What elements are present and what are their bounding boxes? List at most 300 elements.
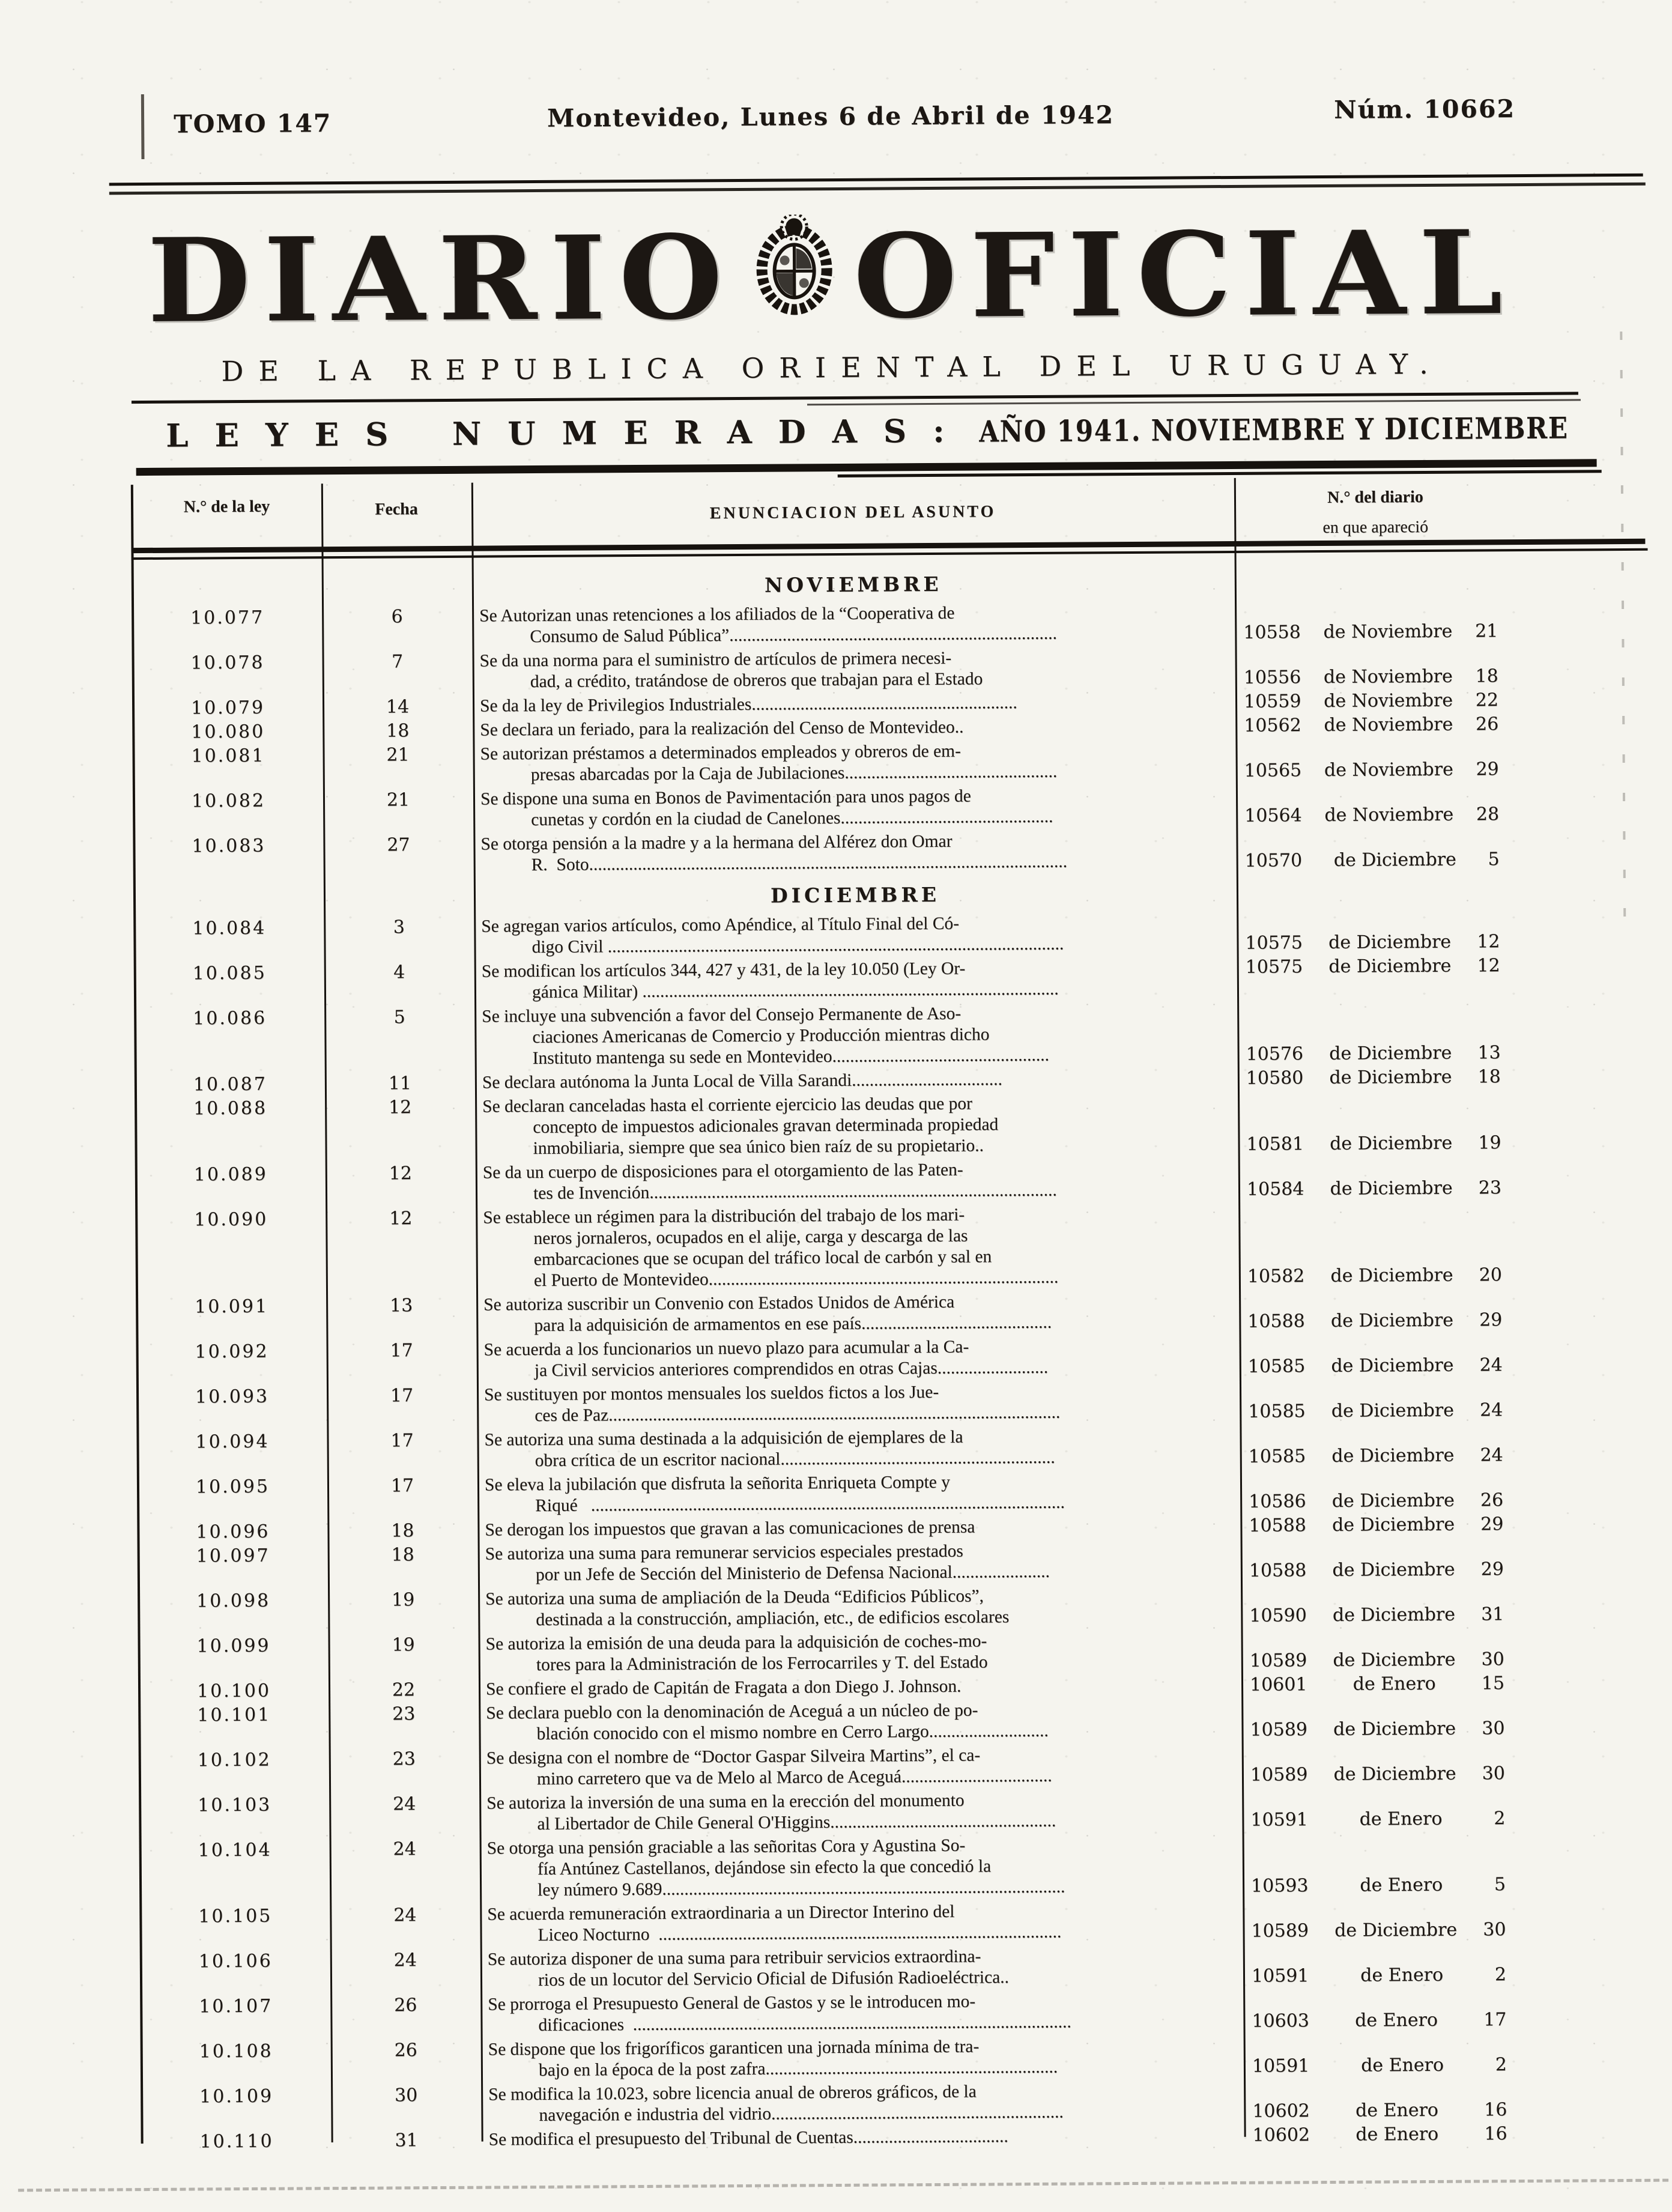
law-entry-row [136, 1090, 1521, 1162]
diario-number: 10582 [1247, 1265, 1305, 1287]
diario-month: de Noviembre [1324, 666, 1453, 688]
diario-number: 10556 [1244, 667, 1301, 688]
diario-number: 10564 [1244, 805, 1302, 826]
law-number: 10.097 [139, 1545, 328, 1588]
diario-day: 24 [1480, 1399, 1503, 1420]
law-number: 10.084 [135, 917, 324, 960]
subject-line: Riqué ........................................................................................................... [485, 1491, 1240, 1517]
law-subject [475, 1068, 1238, 1094]
diario-day: 29 [1481, 1559, 1504, 1580]
law-subject [479, 1674, 1241, 1700]
subject-line: Se otorga una pensión graciable a las señoritas Cora y Agustina So- [487, 1834, 1243, 1859]
subject-line: Se agregan varios artículos, como Apéndice, al Título Final del Có- [481, 912, 1237, 938]
diario-reference [1244, 2099, 1526, 2122]
subject-line: Instituto mantenga su sede en Montevideo................................................. [482, 1044, 1238, 1070]
subject-line: dificaciones ................................................................................................... [488, 2011, 1243, 2037]
diario-day: 2 [1494, 1808, 1505, 1829]
law-date: 19 [329, 1634, 479, 1677]
diario-number: 10584 [1247, 1178, 1304, 1200]
diario-month: de Enero [1361, 2055, 1444, 2076]
law-date: 14 [323, 696, 473, 718]
subject-line: tes de Invención............................................................................................ [483, 1179, 1238, 1205]
diario-number: 10591 [1250, 1809, 1308, 1831]
header-tomo: TOMO 147 [174, 109, 332, 139]
law-date: 24 [330, 1838, 480, 1903]
diario-day: 23 [1479, 1177, 1501, 1198]
law-date: 18 [328, 1544, 478, 1587]
law-date: 26 [331, 2040, 481, 2083]
subject-line: cunetas y cordón en la ciudad de Canelones................................................ [480, 805, 1236, 831]
law-subject [477, 1425, 1240, 1472]
law-subject [473, 691, 1235, 717]
diario-number: 10588 [1247, 1311, 1305, 1332]
law-date: 17 [327, 1475, 477, 1518]
law-date: 3 [324, 917, 474, 960]
subject-line: Se establece un régimen para la distribución del trabajo de los mari- [483, 1203, 1238, 1229]
subject-line: Se autoriza la inversión de una suma en la erección del monumento [486, 1789, 1242, 1814]
law-subject [482, 2125, 1244, 2151]
diario-reference [1242, 1763, 1524, 1786]
law-subject [476, 1203, 1239, 1292]
diario-number: 10591 [1252, 2055, 1310, 2077]
diario-day: 26 [1476, 714, 1498, 735]
diario-number: 10585 [1248, 1401, 1306, 1422]
law-subject [473, 739, 1235, 786]
law-subject [472, 601, 1235, 648]
subject-line: Se dispone una suma en Bonos de Pavimentación para unos pagos de [480, 784, 1236, 810]
law-number: 10.090 [136, 1208, 326, 1294]
diario-reference [1243, 1874, 1525, 1897]
law-number: 10.077 [133, 607, 322, 650]
subject-line: ces de Paz...................................................................................................... [484, 1401, 1240, 1427]
diario-reference [1240, 1489, 1522, 1512]
column-header-diario-line1: N.° del diario [1234, 487, 1516, 508]
subject-line: Se acuerda a los funcionarios un nuevo plazo para acumular a la Ca- [484, 1335, 1240, 1361]
diario-month: de Diciembre [1330, 1178, 1452, 1199]
law-number: 10.078 [133, 652, 323, 695]
diario-number: 10602 [1253, 2124, 1310, 2146]
diario-day: 16 [1484, 2099, 1507, 2120]
diario-day: 5 [1494, 1874, 1506, 1895]
diario-reference [1243, 1919, 1525, 1942]
law-number: 10.103 [140, 1794, 329, 1837]
diario-day: 30 [1481, 1649, 1504, 1670]
section-title-lead: LEYES NUMERADAS: [166, 413, 971, 455]
diario-reference [1239, 1309, 1521, 1332]
law-date: 5 [324, 1007, 475, 1071]
diario-day: 19 [1478, 1132, 1501, 1153]
law-number: 10.093 [138, 1386, 327, 1429]
diario-month: de Noviembre [1324, 690, 1453, 712]
diario-number: 10575 [1245, 932, 1303, 954]
law-entry-row [133, 644, 1518, 695]
subject-line: Se sustituyen por montos mensuales los sueldos fictos a los Jue- [484, 1380, 1240, 1406]
law-entry-row [141, 1832, 1525, 1903]
law-number: 10.098 [139, 1590, 328, 1633]
subject-line: Se da una norma para el suministro de artículos de primera necesi- [480, 646, 1235, 672]
law-subject [473, 829, 1236, 876]
diario-day: 15 [1482, 1673, 1504, 1694]
diario-day: 12 [1477, 955, 1500, 976]
diario-number: 10588 [1249, 1515, 1306, 1536]
diario-number: 10570 [1245, 850, 1303, 871]
law-subject [473, 646, 1235, 693]
diario-number: 10601 [1250, 1674, 1307, 1695]
diario-month: de Diciembre [1329, 1043, 1452, 1064]
law-number: 10.105 [141, 1905, 330, 1948]
diario-reference [1238, 1177, 1521, 1200]
law-subject [479, 1744, 1242, 1790]
subject-line: ciaciones Americanas de Comercio y Producción mientras dicho [482, 1023, 1237, 1049]
diario-reference [1241, 1604, 1523, 1626]
subject-line: Se incluye una subvención a favor del Consejo Permanente de Aso- [482, 1002, 1237, 1028]
diario-month: de Noviembre [1324, 714, 1453, 736]
diario-number: 10586 [1249, 1491, 1306, 1512]
law-subject [477, 1470, 1240, 1517]
law-date: 17 [327, 1385, 477, 1428]
subject-line: Se acuerda remuneración extraordinaria a un Director Interino del [487, 1900, 1243, 1926]
law-number: 10.087 [136, 1073, 325, 1095]
subject-line: Se declara pueblo con la denominación de Aceguá a un núcleo de po- [486, 1698, 1241, 1724]
subject-line: por un Jefe de Sección del Ministerio de Defensa Nacional...................... [485, 1560, 1241, 1586]
diario-month: de Diciembre [1332, 1514, 1455, 1536]
diario-number: 10585 [1248, 1356, 1306, 1377]
diario-day: 2 [1495, 2054, 1507, 2075]
subject-line: Se eleva la jubilación que disfruta la señorita Enriqueta Compte y [485, 1470, 1240, 1496]
law-subject [473, 715, 1235, 741]
subject-line: R. Soto............................................................................................................ [481, 850, 1237, 876]
law-number: 10.081 [133, 745, 323, 788]
subject-line: presas abarcadas por la Caja de Jubilaciones................................................ [480, 760, 1236, 786]
diario-month: de Enero [1355, 2100, 1438, 2121]
diario-number: 10589 [1250, 1650, 1307, 1671]
diario-reference [1242, 1808, 1524, 1831]
month-section-header: DICIEMBRE [474, 882, 1237, 908]
subject-line: navegación e industria del vidrio.................................................................. [488, 2101, 1244, 2127]
law-subject [479, 1789, 1242, 1835]
law-date: 21 [323, 744, 473, 787]
subject-line: para la adquisición de armamentos en ese país........................................... [483, 1311, 1239, 1337]
law-date: 12 [326, 1208, 476, 1293]
diario-reference [1236, 804, 1518, 826]
law-number: 10.109 [142, 2085, 331, 2129]
law-number: 10.104 [141, 1839, 330, 1903]
diario-number: 10580 [1246, 1067, 1304, 1089]
law-entry-row [140, 1787, 1524, 1837]
diario-reference [1239, 1264, 1521, 1287]
subject-line: Se autoriza suscribir un Convenio con Estados Unidos de América [483, 1290, 1239, 1316]
diario-month: de Noviembre [1324, 759, 1453, 781]
law-entry-row [138, 1333, 1522, 1384]
law-date: 6 [322, 606, 472, 649]
subject-line: dad, a crédito, tratándose de obreros que trabajan para el Estado [480, 667, 1235, 693]
diario-month: de Diciembre [1332, 1490, 1455, 1512]
law-subject [477, 1380, 1240, 1427]
subject-line: embarcaciones que se ocupan del tráfico local de carbón y sal en [483, 1245, 1239, 1271]
subject-line: Se declaran canceladas hasta el corriente ejercicio las deudas que por [482, 1092, 1238, 1118]
diario-day: 20 [1479, 1264, 1502, 1285]
law-date: 17 [327, 1340, 477, 1383]
subject-line: Se autoriza una suma de ampliación de la Deuda “Edificios Públicos”, [485, 1584, 1241, 1610]
masthead-word-diario: DIARIO [147, 220, 736, 339]
subject-line: Se autoriza disponer de una suma para retribuir servicios extraordina- [488, 1945, 1243, 1971]
diario-month: de Diciembre [1333, 1649, 1455, 1671]
law-number: 10.083 [134, 835, 323, 878]
diario-month: de Enero [1353, 1673, 1436, 1695]
diario-day: 29 [1479, 1309, 1502, 1330]
subject-line: tores para la Administración de los Ferrocarriles y T. del Estado [486, 1650, 1241, 1676]
diario-day: 31 [1481, 1604, 1504, 1625]
diario-number: 10603 [1252, 2010, 1309, 2032]
header-issue-number: Núm. 10662 [1334, 94, 1515, 124]
law-entry-row [140, 1742, 1524, 1792]
diario-reference [1235, 689, 1518, 712]
law-table-body [133, 568, 1527, 2156]
law-number: 10.091 [137, 1295, 326, 1339]
law-subject [476, 1290, 1239, 1337]
law-date: 24 [330, 1904, 480, 1948]
law-subject [474, 912, 1237, 959]
subject-line: concepto de impuestos adicionales gravan determinada propiedad [482, 1113, 1238, 1139]
diario-day: 17 [1483, 2009, 1506, 2030]
diario-reference [1240, 1354, 1522, 1377]
subject-line: Se autoriza una suma destinada a la adquisición de ejemplares de la [484, 1425, 1240, 1451]
diario-number: 10565 [1244, 760, 1302, 781]
diario-month: de Noviembre [1324, 804, 1453, 826]
law-entry-row [141, 1988, 1525, 2038]
diario-reference [1241, 1559, 1523, 1581]
diario-month: de Enero [1355, 2010, 1438, 2031]
law-subject [473, 784, 1236, 831]
diario-reference [1238, 1132, 1520, 1155]
diario-day: 30 [1482, 1763, 1505, 1784]
subject-line: Se da un cuerpo de disposiciones para el otorgamiento de las Paten- [483, 1158, 1238, 1184]
subject-line: Se declara un feriado, para la realización del Censo de Montevideo.. [480, 715, 1235, 741]
law-date: 23 [329, 1748, 479, 1792]
law-subject [481, 2080, 1244, 2127]
section-title-rest: AÑO 1941. NOVIEMBRE Y DICIEMBRE [980, 411, 1569, 449]
diario-reference [1241, 1649, 1524, 1671]
diario-day: 26 [1480, 1489, 1503, 1511]
subject-line: Se designa con el nombre de “Doctor Gaspar Silveira Martins”, el ca- [486, 1744, 1242, 1769]
law-entry-row [134, 783, 1518, 833]
subject-line: al Libertador de Chile General O'Higgins................................................... [486, 1810, 1242, 1835]
diario-number: 10558 [1243, 622, 1301, 643]
law-number: 10.101 [139, 1704, 329, 1747]
subject-line: Se prorroga el Presupuesto General de Gastos y se le introducen mo- [488, 1990, 1243, 2016]
subject-line: Consumo de Salud Pública”.......................................................................... [479, 622, 1235, 648]
diario-day: 24 [1479, 1354, 1502, 1375]
subject-line: neros jornaleros, ocupados en el alije, carga y descarga de las [483, 1224, 1238, 1250]
subject-line: Se confiere el grado de Capitán de Fragata a don Diego J. Johnson. [486, 1674, 1241, 1700]
diario-month: de Diciembre [1333, 1604, 1455, 1626]
law-subject [478, 1584, 1241, 1631]
diario-month: de Diciembre [1330, 1133, 1452, 1154]
subject-line: blación conocido con el mismo nombre en Cerro Largo........................... [486, 1720, 1241, 1745]
law-date: 30 [331, 2085, 481, 2128]
diario-reference [1243, 2009, 1525, 2032]
law-entry-row [139, 1583, 1523, 1633]
law-date: 27 [323, 834, 473, 877]
diario-day: 24 [1480, 1444, 1503, 1465]
diario-day: 28 [1476, 804, 1499, 825]
law-subject [480, 1945, 1243, 1992]
law-number: 10.079 [133, 697, 323, 719]
diario-reference [1241, 1673, 1524, 1695]
diario-number: 10591 [1252, 1965, 1309, 1987]
diario-month: de Diciembre [1331, 1355, 1453, 1377]
law-entry-row [136, 1201, 1521, 1294]
law-number: 10.094 [138, 1431, 327, 1474]
diario-day: 13 [1477, 1042, 1500, 1063]
law-subject [480, 1990, 1243, 2037]
section-title [166, 408, 1614, 455]
law-date: 21 [323, 789, 473, 832]
diario-day: 22 [1476, 689, 1498, 711]
diario-reference [1241, 1718, 1524, 1741]
law-entry-row [134, 828, 1518, 878]
law-entry-row [139, 1628, 1524, 1678]
column-header-asunto: ENUNCIACION DEL ASUNTO [471, 501, 1234, 525]
diario-reference [1238, 1042, 1520, 1065]
diario-day: 30 [1483, 1919, 1506, 1940]
diario-month: de Diciembre [1331, 1400, 1454, 1422]
law-entry-row [136, 1156, 1521, 1207]
law-entry-row [142, 2123, 1527, 2153]
law-entry-row [141, 1898, 1525, 1948]
scan-artifact-dotted-line [1620, 332, 1626, 920]
law-date: 18 [327, 1520, 477, 1542]
law-number: 10.089 [136, 1163, 326, 1207]
diario-day: 30 [1482, 1718, 1504, 1739]
diario-month: de Diciembre [1333, 1763, 1456, 1785]
law-entry-row [135, 955, 1519, 1005]
subject-line: Se autoriza una suma para remunerar servicios especiales prestados [485, 1539, 1241, 1565]
law-number: 10.080 [133, 721, 323, 743]
law-number: 10.082 [134, 790, 323, 833]
subject-line: gánica Militar) .............................................................................................. [482, 978, 1237, 1004]
column-header-ley: N.° de la ley [132, 497, 321, 517]
diario-month: de Diciembre [1331, 1310, 1453, 1332]
law-entry-row [141, 1943, 1525, 1993]
subject-line: Se da la ley de Privilegios Industriales............................................................ [480, 691, 1235, 717]
diario-month: de Diciembre [1329, 1067, 1452, 1088]
law-number: 10.108 [142, 2040, 331, 2083]
subject-line: digo Civil ....................................................................................................... [481, 933, 1237, 959]
law-date: 19 [328, 1589, 478, 1632]
diario-month: de Diciembre [1333, 1718, 1456, 1740]
law-number: 10.086 [135, 1007, 325, 1071]
diario-reference [1244, 2123, 1527, 2146]
diario-month: de Enero [1360, 1808, 1443, 1830]
law-date: 11 [325, 1073, 475, 1095]
law-date: 26 [330, 1995, 480, 2038]
law-subject [475, 1092, 1238, 1160]
column-header-diario-line2: en que apareció [1234, 517, 1516, 538]
diario-number: 10575 [1246, 956, 1303, 978]
diario-reference [1237, 849, 1519, 871]
masthead [0, 213, 1668, 342]
subject-line: Se autorizan préstamos a determinados empleados y obreros de em- [480, 739, 1235, 765]
law-entry-row [139, 1538, 1523, 1588]
diario-number: 10593 [1251, 1875, 1309, 1897]
subject-line: Se modifican los artículos 344, 427 y 431, de la ley 10.050 (Ley Or- [482, 957, 1237, 983]
law-date: 17 [327, 1430, 477, 1473]
subject-line: Se derogan los impuestos que gravan a las comunicaciones de prensa [485, 1515, 1240, 1541]
subject-line: Se modifica la 10.023, sobre licencia anual de obreros gráficos, de la [488, 2080, 1244, 2106]
law-date: 24 [330, 1950, 480, 1993]
diario-reference [1237, 955, 1519, 978]
diario-reference [1235, 620, 1517, 643]
law-entry-row [138, 1378, 1522, 1429]
header-dateline: Montevideo, Lunes 6 de Abril de 1942 [0, 97, 1667, 136]
masthead-subtitle: DE LA REPUBLICA ORIENTAL DEL URUGUAY. [0, 347, 1668, 389]
coat-of-arms-emblem [756, 214, 834, 319]
law-entry-row [133, 738, 1518, 788]
diario-reference [1240, 1514, 1522, 1536]
law-subject [479, 1629, 1241, 1676]
decorative-rule-subtitle-2 [807, 399, 1581, 405]
subject-line: fía Antúnez Castellanos, dejándose sin efecto la que concedió la [487, 1855, 1243, 1880]
subject-line: ja Civil servicios anteriores comprendidos en otras Cajas......................... [484, 1356, 1240, 1382]
subject-line: Se Autorizan unas retenciones a los afiliados de la “Cooperativa de [479, 601, 1235, 627]
law-number: 10.107 [141, 1995, 330, 2038]
law-subject [480, 1900, 1243, 1947]
law-subject [474, 957, 1237, 1004]
law-number: 10.096 [138, 1521, 327, 1543]
diario-month: de Diciembre [1334, 849, 1456, 871]
law-number: 10.095 [138, 1476, 327, 1519]
subject-line: obra crítica de un escritor nacional.............................................................. [485, 1446, 1240, 1472]
diario-number: 10602 [1252, 2100, 1310, 2122]
law-date: 4 [324, 962, 474, 1005]
diario-reference [1235, 665, 1518, 688]
law-date: 24 [329, 1793, 479, 1837]
diario-number: 10576 [1246, 1043, 1304, 1065]
subject-line: el Puerto de Montevideo............................................................................... [483, 1266, 1239, 1292]
subject-line: inmobiliaria, siempre que sea único bien raíz de su propietario.. [482, 1134, 1238, 1160]
subject-line: Liceo Nocturno ........................................................................................... [487, 1921, 1243, 1947]
diario-number: 10588 [1249, 1560, 1307, 1581]
diario-day: 18 [1478, 1066, 1501, 1087]
subject-line: destinada a la construcción, ampliación, etc., de edificios escolares [485, 1605, 1241, 1631]
law-date: 18 [323, 720, 473, 742]
diario-day: 21 [1475, 620, 1498, 641]
law-entry-row [142, 2078, 1526, 2129]
law-entry-row [135, 910, 1519, 960]
diario-reference [1244, 2054, 1526, 2077]
diario-month: de Enero [1360, 1965, 1443, 1986]
diario-month: de Enero [1355, 2124, 1438, 2145]
diario-month: de Diciembre [1328, 956, 1451, 977]
law-subject [477, 1515, 1240, 1541]
scan-artifact-left-tick [141, 94, 145, 159]
diario-number: 10589 [1250, 1719, 1307, 1741]
law-date: 7 [323, 651, 473, 694]
law-number: 10.110 [142, 2130, 332, 2153]
law-number: 10.102 [140, 1749, 329, 1792]
diario-day: 5 [1488, 849, 1499, 870]
diario-month: de Enero [1360, 1874, 1443, 1896]
law-number: 10.100 [139, 1680, 329, 1702]
diario-month: de Diciembre [1331, 1445, 1454, 1467]
diario-month: de Diciembre [1330, 1265, 1453, 1286]
diario-month: de Diciembre [1334, 1920, 1457, 1941]
law-number: 10.099 [139, 1635, 329, 1678]
diario-number: 10585 [1249, 1446, 1306, 1467]
diario-month: de Noviembre [1323, 621, 1452, 643]
law-subject [474, 1002, 1238, 1070]
